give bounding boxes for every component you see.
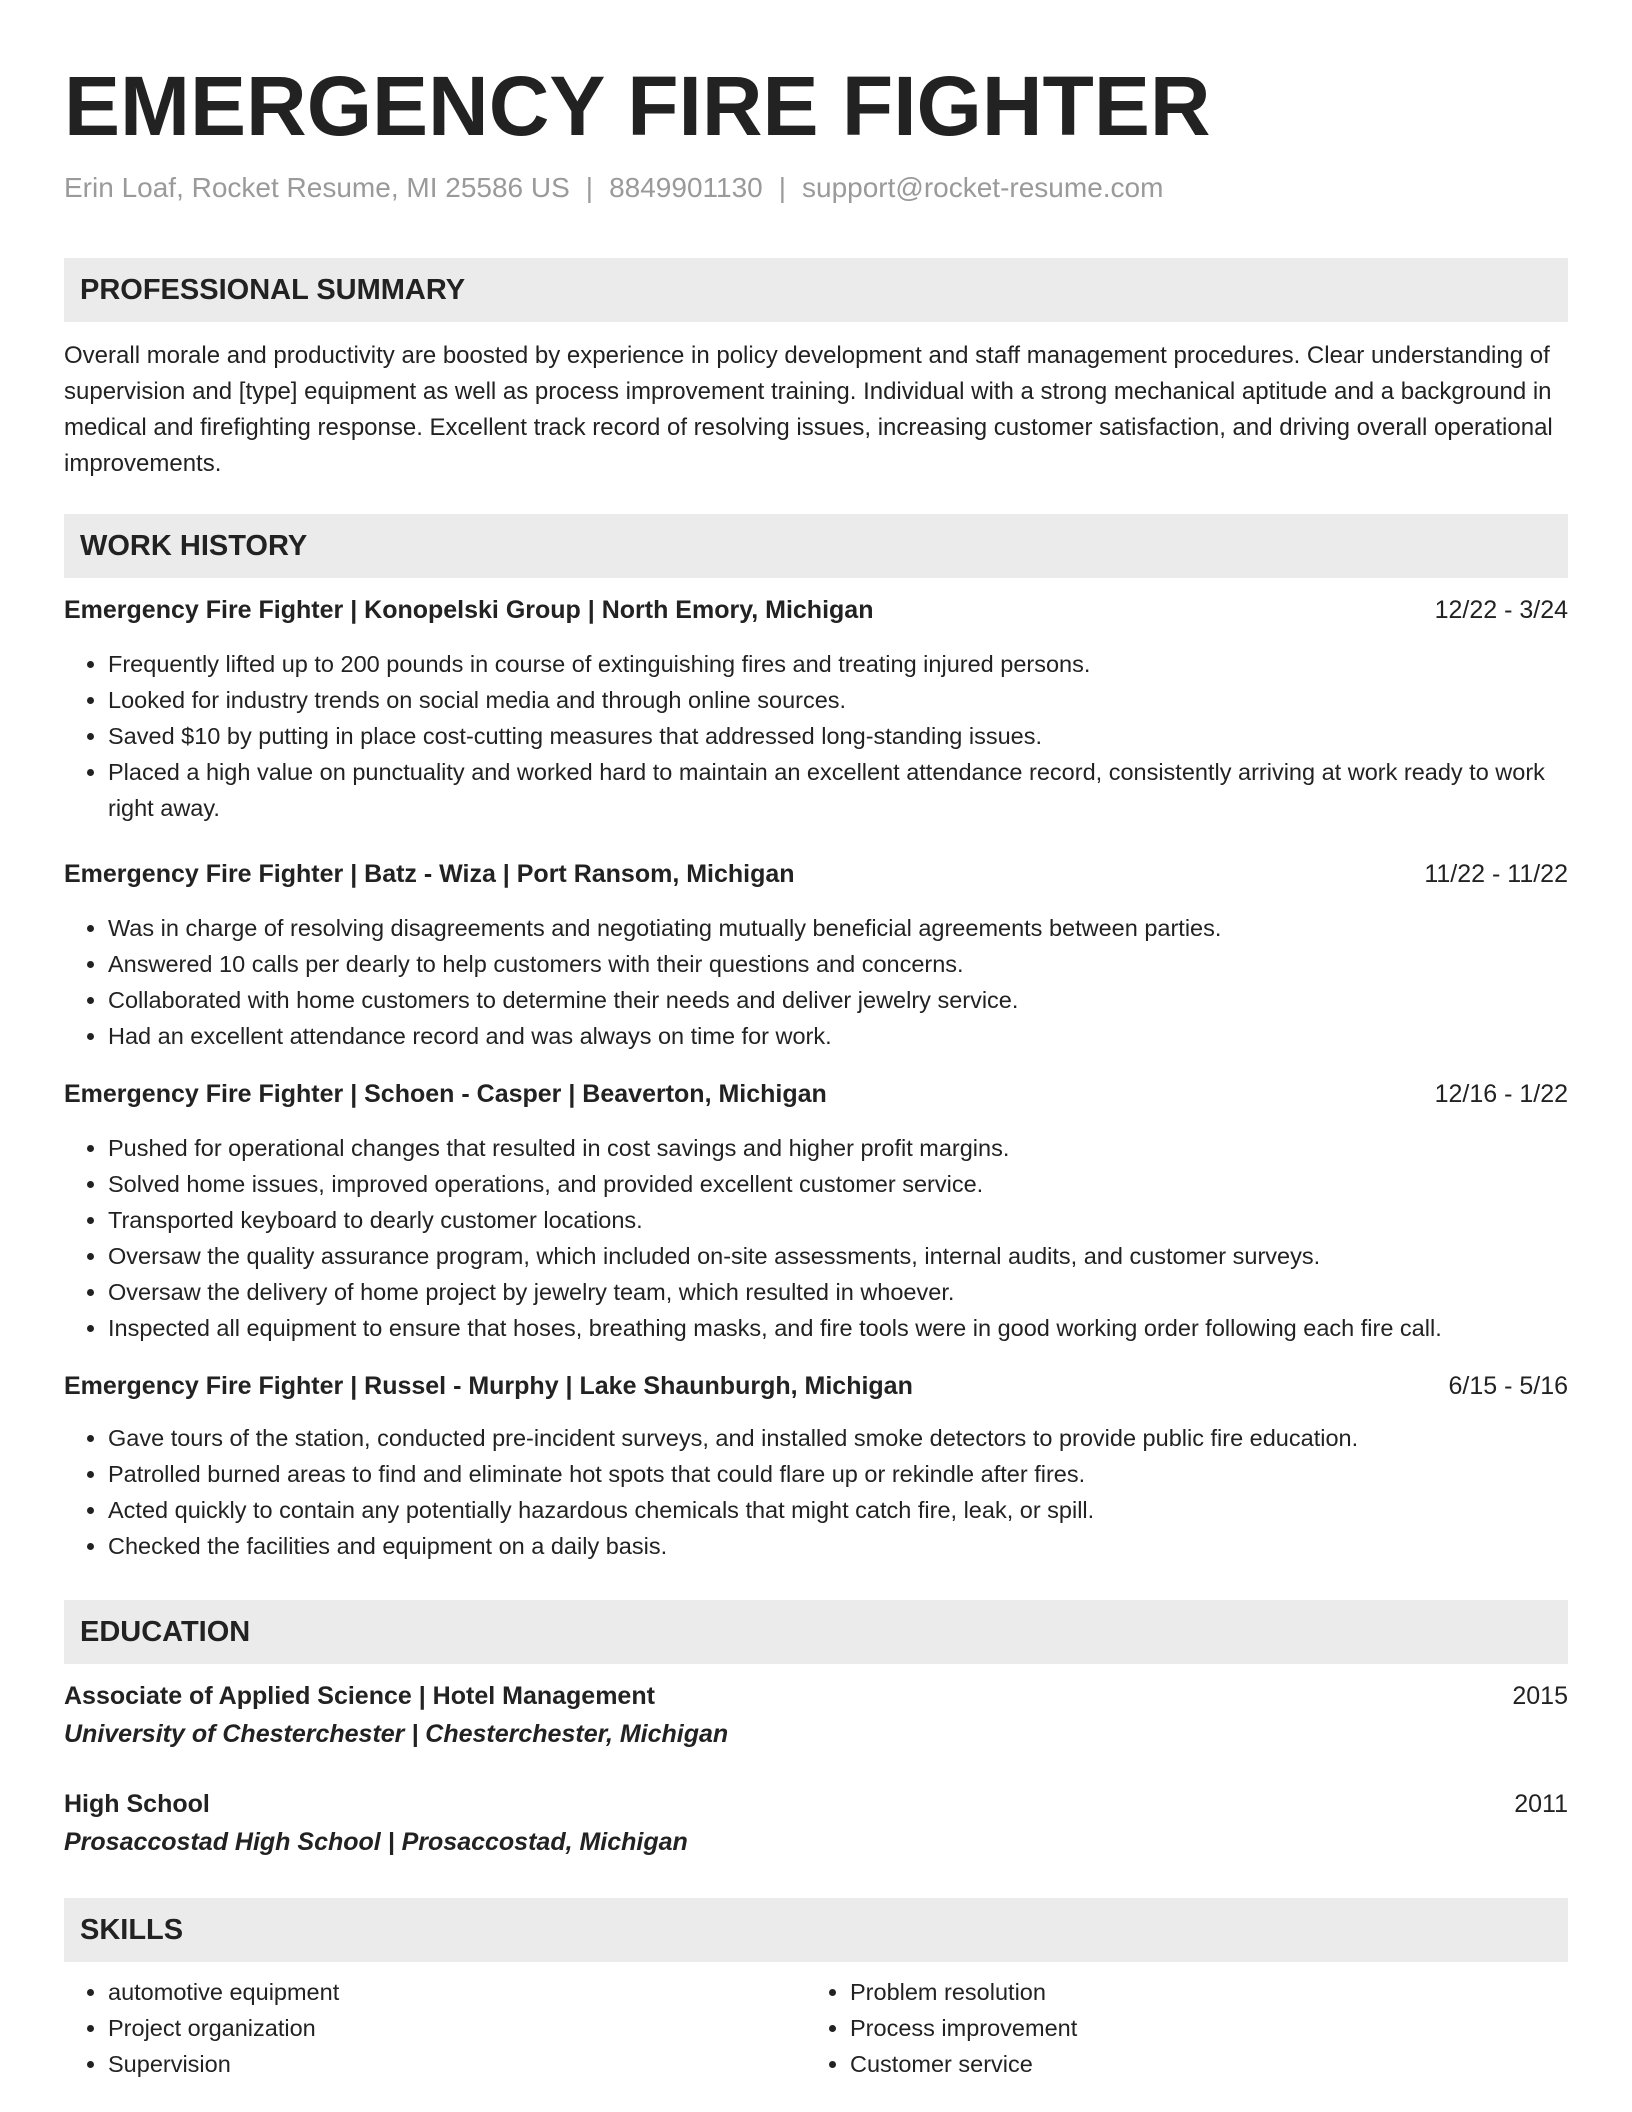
education-header [64,1786,1568,1822]
list-item: • Acted quickly to contain any potentially hazardous chemicals that might catch fire, leak, or spill. [108,1492,1568,1528]
education-header [64,1678,1568,1714]
job-title: Emergency Fire Fighter | Schoen - Casper | Beaverton, Michigan [64,1080,827,1108]
skills-list [64,1974,1568,2082]
contact-separator: | [778,172,787,203]
education-entry [64,1678,1568,1752]
job-bullets [64,646,1568,826]
contact-phone: 8849901130 [609,172,763,203]
contact-address: Erin Loaf, Rocket Resume, MI 25586 US [64,172,570,203]
list-item: • Placed a high value on punctuality and worked hard to maintain an excellent attendance record, consistently arriving at work ready to work right away. [108,754,1568,826]
list-item: • Had an excellent attendance record and was always on time for work. [108,1018,1568,1054]
education-school: Prosaccostad High School | Prosaccostad, Michigan [64,1828,688,1856]
skills-column-left [64,1974,806,2082]
list-item: • Answered 10 calls per dearly to help customers with their questions and concerns. [108,946,1568,982]
section-header-skills: SKILLS [64,1898,1568,1962]
contact-separator: | [585,172,594,203]
job-header [64,1368,1568,1404]
list-item: • Process improvement [850,2010,1548,2046]
job-title: Emergency Fire Fighter | Konopelski Group | North Emory, Michigan [64,596,874,624]
job-entry [64,1368,1568,1564]
list-item: • Checked the facilities and equipment on a daily basis. [108,1528,1568,1564]
education-year: 2015 [1512,1682,1568,1710]
job-dates: 12/16 - 1/22 [1434,1080,1568,1108]
list-item: • Supervision [108,2046,806,2082]
list-item: • Problem resolution [850,1974,1548,2010]
list-item: • Solved home issues, improved operations, and provided excellent customer service. [108,1166,1568,1202]
summary-text: Overall morale and productivity are boosted by experience in policy development and staff management procedures. Clear understanding of supervision and [type] equipment as well as process improvement training. Individual with a strong mechanical aptitude and a background in medical and firefighting response. Excellent track record of resolving issues, increasing customer satisfaction, and driving overall operational improvements. [64,342,1553,477]
education-degree: Associate of Applied Science | Hotel Management [64,1682,655,1710]
list-item: • Looked for industry trends on social media and through online sources. [108,682,1568,718]
job-bullets [64,910,1568,1054]
job-bullets [64,1420,1568,1564]
list-item: • Inspected all equipment to ensure that hoses, breathing masks, and fire tools were in good working order following each fire call. [108,1310,1568,1346]
list-item: • Was in charge of resolving disagreements and negotiating mutually beneficial agreements between parties. [108,910,1568,946]
job-title: Emergency Fire Fighter | Russel - Murphy | Lake Shaunburgh, Michigan [64,1372,913,1400]
education-entry [64,1786,1568,1860]
education-degree: High School [64,1790,210,1818]
job-header [64,1076,1568,1112]
list-item: • Gave tours of the station, conducted pre-incident surveys, and installed smoke detectors to provide public fire education. [108,1420,1568,1456]
skills-column-right [806,1974,1548,2082]
list-item: • Saved $10 by putting in place cost-cutting measures that addressed long-standing issues. [108,718,1568,754]
education-year: 2011 [1514,1790,1568,1818]
job-dates: 11/22 - 11/22 [1424,860,1568,888]
job-entry [64,856,1568,1054]
job-entry [64,1076,1568,1346]
job-dates: 6/15 - 5/16 [1448,1372,1568,1400]
contact-email: support@rocket-resume.com [802,172,1164,203]
section-header-summary: PROFESSIONAL SUMMARY [64,258,1568,322]
list-item: • Customer service [850,2046,1548,2082]
job-header [64,592,1568,628]
job-header [64,856,1568,892]
contact-line [64,170,1568,206]
list-item: • Transported keyboard to dearly customer locations. [108,1202,1568,1238]
list-item: • Patrolled burned areas to find and eliminate hot spots that could flare up or rekindle after fires. [108,1456,1568,1492]
resume-name: EMERGENCY FIRE FIGHTER [64,59,1211,153]
resume-page [64,0,1568,2082]
education-school: University of Chesterchester | Chesterchester, Michigan [64,1720,729,1748]
job-title: Emergency Fire Fighter | Batz - Wiza | Port Ransom, Michigan [64,860,795,888]
list-item: • Oversaw the delivery of home project by jewelry team, which resulted in whoever. [108,1274,1568,1310]
list-item: • Collaborated with home customers to determine their needs and deliver jewelry service. [108,982,1568,1018]
list-item: • Pushed for operational changes that resulted in cost savings and higher profit margins. [108,1130,1568,1166]
job-dates: 12/22 - 3/24 [1434,596,1568,624]
section-header-education: EDUCATION [64,1600,1568,1664]
list-item: • Oversaw the quality assurance program, which included on-site assessments, internal audits, and customer surveys. [108,1238,1568,1274]
section-header-work-history: WORK HISTORY [64,514,1568,578]
job-entry [64,592,1568,826]
list-item: • Frequently lifted up to 200 pounds in course of extinguishing fires and treating injured persons. [108,646,1568,682]
list-item: • automotive equipment [108,1974,806,2010]
list-item: • Project organization [108,2010,806,2046]
job-bullets [64,1130,1568,1346]
